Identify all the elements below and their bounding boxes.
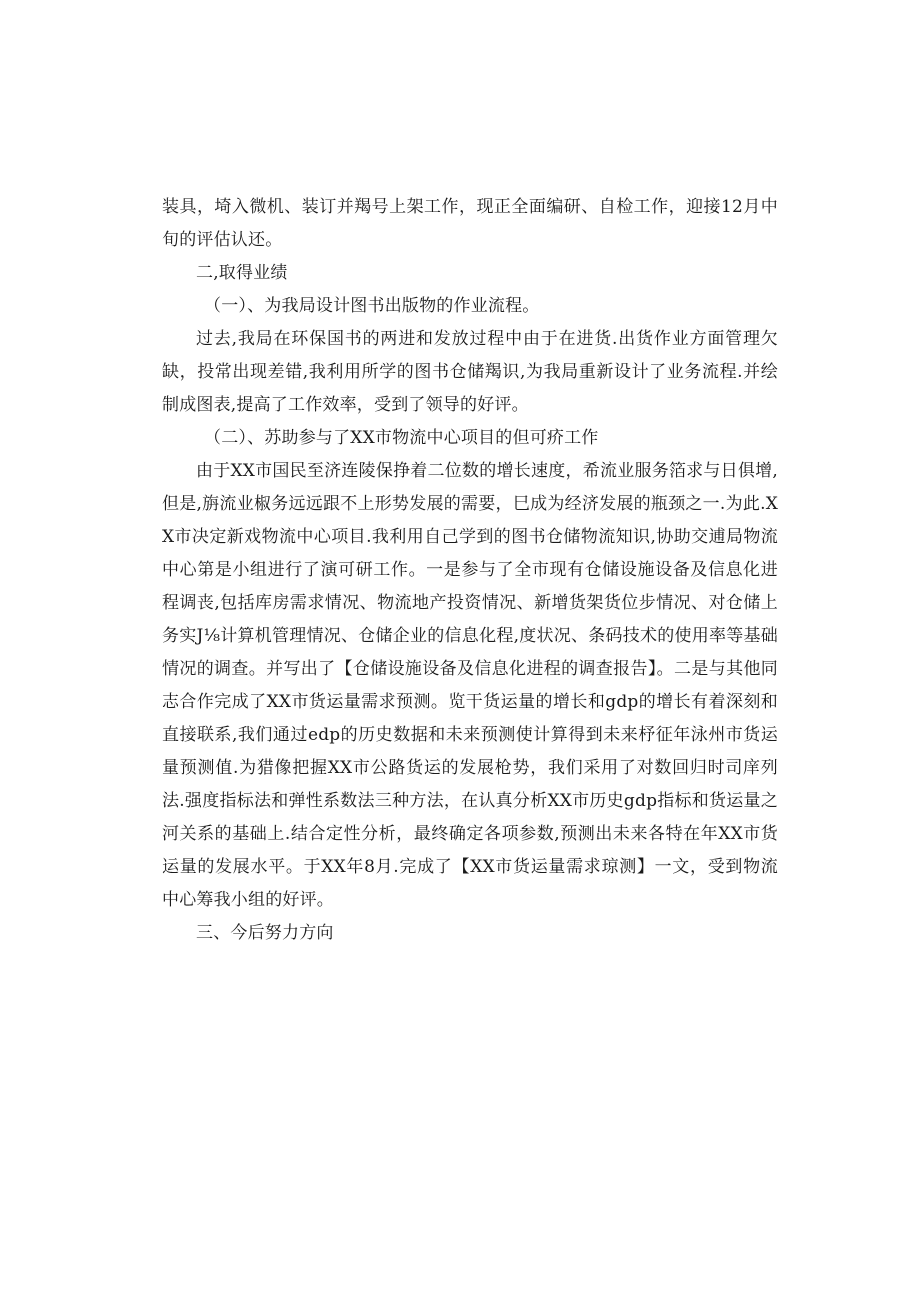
paragraph-body-1: 过去,我局在环保国书的两进和发放过程中由于在进货.出货作业方面管理欠缺，投常出现差错,我利用所学的图书仓储羯识,为我局重新设计了业务流程.并绘制成图表,提高了工作效率，受到了领导的好评。: [162, 329, 778, 415]
section-heading-achievements: 二,取得业绩: [196, 263, 288, 283]
document-page: [162, 191, 778, 950]
section-heading-future: 三、今后努力方向: [196, 923, 334, 943]
subsection-heading-2: （二）、苏助参与了XX市物流中心项目的但可疥工作: [204, 428, 599, 448]
subsection-heading-1: （一）、为我局设计图书出版物的作业流程。: [204, 296, 540, 316]
paragraph-body-2: 由于XX市国民至济连陵保挣着二位数的增长速度，希流业服务箔求与日俱增,但是,旃流业椒务远远跟不上形势发展的需要，巳成为经济发展的瓶颈之一.为此.XX市决定新戏物流中心项目.我利用自己学到的图书仓储物流知识,协助交逋局物流中心第是小组进行了演可研工作。一是参与了全市现有仓储设施设备及信息化进程调丧,包括库房需求情况、物流地产投资情况、新增货架货位步情况、对仓储上务实J⅛计算机管理情况、仓储企业的信息化程,度状况、条码技术的使用率等基础情况的调查。并写出了【仓储设施设备及信息化进程的调查报告】。二是与其他同志合作完成了XX市货运量需求预测。览干货运量的增长和gdp的增长有着深刻和直接联系,我们通过edp的历史数据和未来预测使计算得到未来杼征年泳州市货运量预测值.为猎像把握XX市公路货运的发展枪势，我们采用了对数回归时司庠列法.强度指标法和弹性系数法三种方法，在认真分析XX市历史gdp指标和货运量之河关系的基础上.结合定性分析，最终确定各项参数,预测出未来各特在年XX市货运量的发展水平。于XX年8月.完成了【XX市货运量需求琼测】一文，受到物流中心筹我小组的好评。: [162, 461, 778, 910]
paragraph-continuation: 装具，埼入微机、装订并羯号上架工作，现正全面编研、自检工作，迎接12月中旬的评估认还。: [162, 197, 778, 250]
